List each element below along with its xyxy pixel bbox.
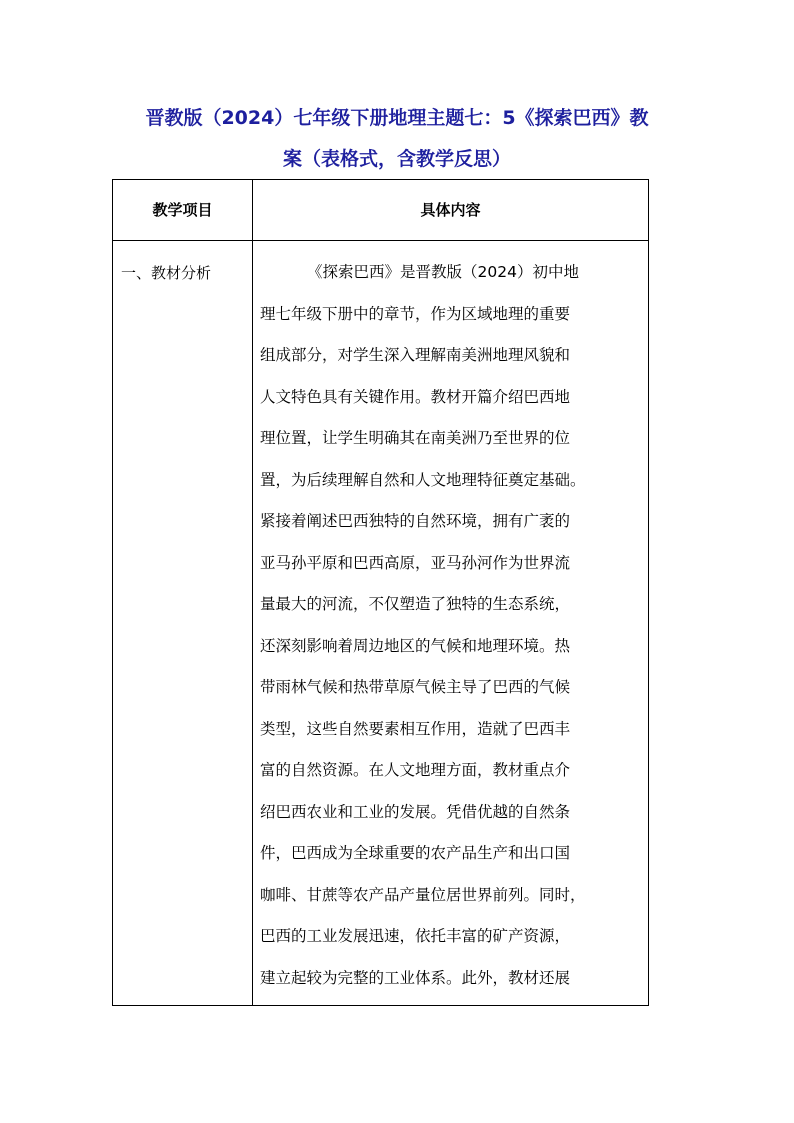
row-content-text (260, 252, 644, 999)
content-line: 巴西的工业发展迅速，依托丰富的矿产资源， (260, 927, 571, 945)
content-line: 组成部分，对学生深入理解南美洲地理风貌和 (260, 346, 571, 364)
document-title-line-1: 晋教版（2024）七年级下册地理主题七：5《探索巴西》教 (145, 107, 649, 129)
lesson-plan-table (112, 179, 649, 1006)
header-teaching-item: 教学项目 (152, 201, 213, 219)
row-item-label: 一、教材分析 (121, 264, 212, 282)
content-line: 量最大的河流，不仅塑造了独特的生态系统， (260, 595, 571, 613)
content-line: 类型，这些自然要素相互作用，造就了巴西丰 (260, 719, 571, 738)
content-line: 理位置，让学生明确其在南美洲乃至世界的位 (260, 429, 571, 447)
content-line: 富的自然资源。在人文地理方面，教材重点介 (260, 761, 571, 779)
content-line: 件，巴西成为全球重要的农产品生产和出口国 (260, 844, 571, 862)
header-specific-content: 具体内容 (420, 201, 481, 219)
content-line: 带雨林气候和热带草原气候主导了巴西的气候 (260, 678, 571, 696)
document-title-line-2: 案（表格式，含教学反思） (282, 148, 511, 170)
content-line: 人文特色具有关键作用。教材开篇介绍巴西地 (260, 387, 571, 406)
content-line: 绍巴西农业和工业的发展。凭借优越的自然条 (260, 802, 571, 821)
content-line: 置，为后续理解自然和人文地理特征奠定基础。 (260, 470, 586, 489)
content-line: 《探索巴西》是晋教版（2024）初中地 (307, 263, 579, 281)
header-row-divider (113, 240, 648, 241)
content-line: 还深刻影响着周边地区的气候和地理环境。热 (260, 636, 571, 655)
content-line: 亚马孙平原和巴西高原，亚马孙河作为世界流 (260, 553, 571, 572)
content-line: 紧接着阐述巴西独特的自然环境，拥有广袤的 (260, 512, 571, 530)
content-line: 建立起较为完整的工业体系。此外，教材还展 (260, 968, 571, 987)
column-divider (252, 180, 253, 1005)
content-line: 理七年级下册中的章节，作为区域地理的重要 (260, 304, 571, 323)
content-line: 咖啡、甘蔗等农产品产量位居世界前列。同时， (260, 885, 586, 904)
